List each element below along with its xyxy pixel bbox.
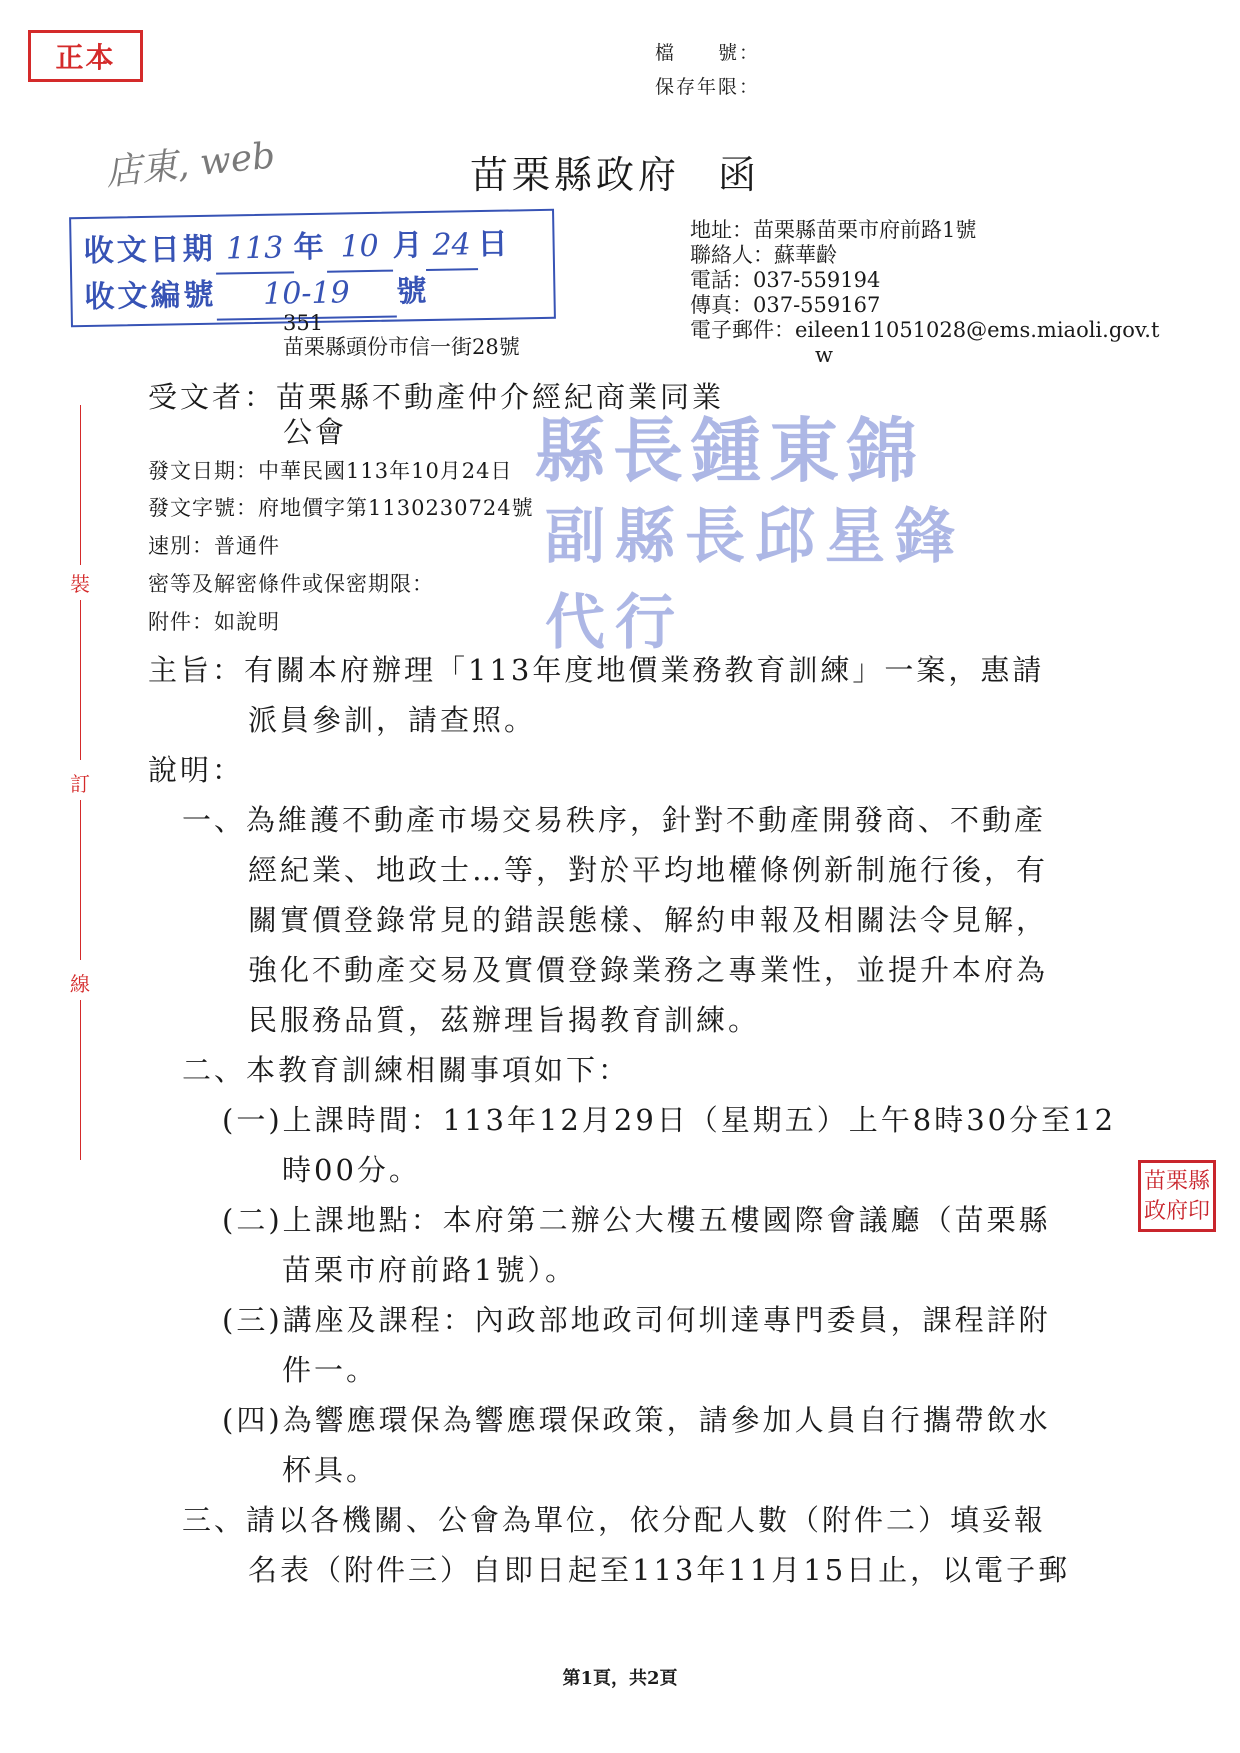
contact-phone: 電話：037-559194 [690,268,881,292]
sub4-line: (四)為響應環保為響應環保政策，請參加人員自行攜帶飲水 [222,1403,1051,1437]
contact-email: 電子郵件：eileen11051028@ems.miaoli.gov.t [690,318,1160,342]
receipt-date-label: 收文日期 [83,231,216,269]
sub1-line-continued: 時00分。 [282,1153,421,1187]
receipt-date-row [83,221,553,275]
recipient-line: 受文者：苗栗縣不動產仲介經紀商業同業 [148,380,725,414]
document-title [470,144,760,199]
binding-char-zhuang: 裝 [70,572,90,596]
binding-line [80,800,81,960]
seal-deputy: 副縣長邱星鋒 代行 [545,502,965,658]
binding-line [80,1000,81,1160]
recipient-address-block [283,311,520,359]
government-seal: 苗栗縣 政府印 [1138,1160,1216,1232]
contact-block [690,218,1159,368]
title-kind: 函 [718,153,761,197]
original-copy-stamp: 正本 [28,30,143,82]
file-number-label: 檔 號： [655,42,761,64]
item1-line: 強化不動產交易及實價登錄業務之專業性，並提升本府為 [248,953,1049,987]
receipt-number-unit: 號 [396,273,430,310]
issue-number: 發文字號：府地價字第1130230724號 [148,496,534,520]
contact-email-continued: w [815,343,833,367]
item1-line: 民服務品質，茲辦理旨揭教育訓練。 [248,1003,761,1037]
item1-line: 關實價登錄常見的錯誤態樣、解約申報及相關法令見解， [248,903,1049,937]
title-org: 苗栗縣政府 [470,153,681,197]
binding-line [80,600,81,760]
item3-line: 三、請以各機關、公會為單位，依分配人數（附件二）填妥報 [182,1503,1047,1537]
sub3-line-continued: 件一。 [282,1353,379,1387]
contact-person: 聯絡人：蘇華齡 [690,243,837,267]
page-number: 第1頁，共2頁 [562,1668,678,1689]
handwritten-note: 店東, web [103,135,278,194]
binding-char-ding: 訂 [70,772,90,796]
receipt-year: 113 [215,225,294,274]
seal-magistrate: 縣長鍾東錦 [535,409,925,492]
receipt-month: 10 [326,224,393,273]
item1-line: 一、為維護不動產市場交易秩序，針對不動產開發商、不動產 [182,803,1047,837]
item3-line: 名表（附件三）自即日起至113年11月15日止，以電子郵 [248,1553,1071,1587]
official-seal [535,408,1025,658]
recipient-address: 苗栗縣頭份市信一街28號 [283,335,520,359]
subject-line-continued: 派員參訓，請查照。 [248,703,537,737]
item1-line: 經紀業、地政士…等，對於平均地權條例新制施行後，有 [248,853,1049,887]
sub1-line: (一)上課時間：113年12月29日（星期五）上午8時30分至12 [222,1103,1117,1137]
contact-address: 地址：苗栗縣苗栗市府前路1號 [690,218,977,242]
item2-heading: 二、本教育訓練相關事項如下： [182,1053,631,1087]
binding-line [80,405,81,565]
sub4-line-continued: 杯具。 [282,1453,379,1487]
subject-line: 主旨：有關本府辦理「113年度地價業務教育訓練」一案，惠請 [148,653,1045,687]
sub3-line: (三)講座及課程：內政部地政司何圳達專門委員，課程詳附 [222,1303,1051,1337]
contact-fax: 傳真：037-559167 [690,293,881,317]
sub2-line-continued: 苗栗市府前路1號）。 [282,1253,577,1287]
binding-char-xian: 線 [70,972,90,996]
recipient-zip: 351 [283,311,324,335]
speed-class: 速別：普通件 [148,534,280,558]
recipient-line-continued: 公會 [283,415,348,449]
secrecy-class: 密等及解密條件或保密期限： [148,572,434,596]
receipt-number-label: 收文編號 [84,277,217,315]
issue-date: 發文日期：中華民國113年10月24日 [148,459,513,483]
explanation-label: 說明： [148,753,245,787]
receipt-day-unit: 日 [477,226,511,263]
receipt-year-unit: 年 [293,229,327,266]
receipt-number: 10-19 [216,270,397,321]
retention-label: 保存年限： [655,76,761,98]
receipt-month-unit: 月 [392,228,426,264]
attachment-note: 附件：如說明 [148,610,280,634]
receipt-stamp [69,209,556,327]
receipt-day: 24 [425,222,478,271]
sub2-line: (二)上課地點：本府第二辦公大樓五樓國際會議廳（苗栗縣 [222,1203,1051,1237]
